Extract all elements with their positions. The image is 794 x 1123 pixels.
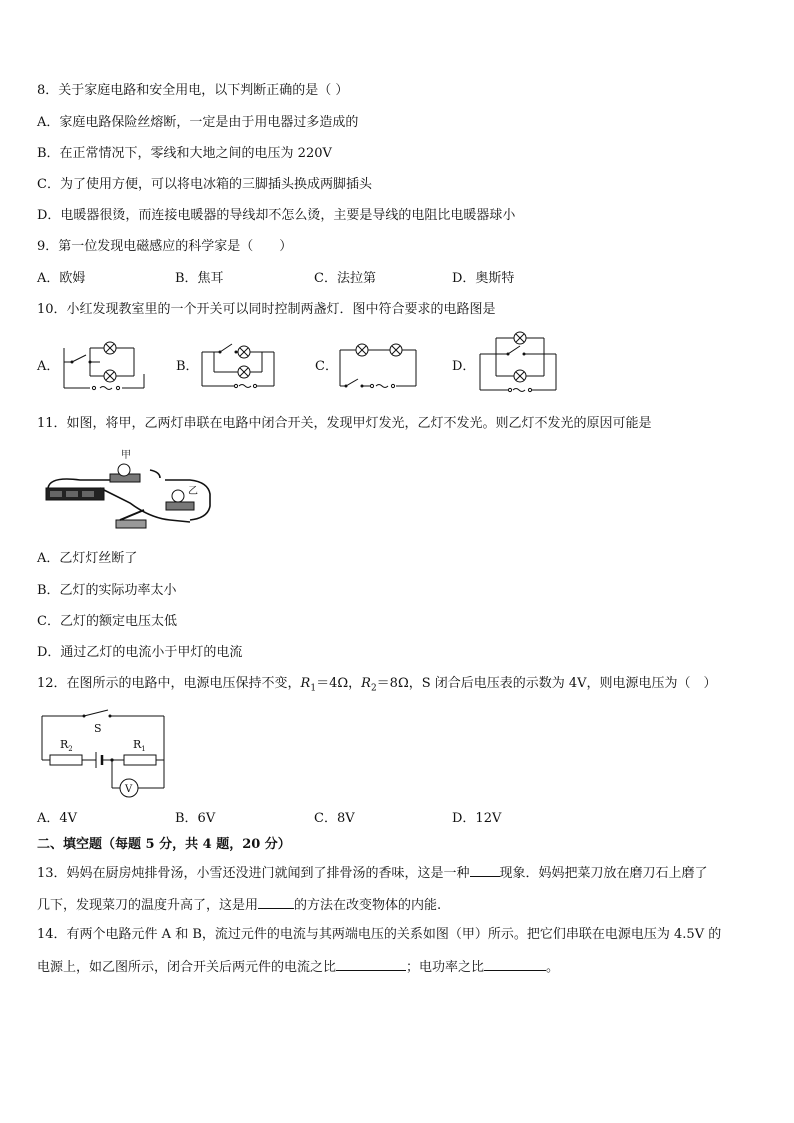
q13-blank-1[interactable] xyxy=(470,863,500,877)
q12-stem xyxy=(37,675,717,698)
q12-option-b: B．6V xyxy=(175,811,216,826)
lamp-yi-bulb xyxy=(172,490,184,502)
q10-label-a: A． xyxy=(37,359,60,374)
q12-options xyxy=(37,810,737,828)
label-s: S xyxy=(94,722,102,735)
label-r2-sub: 2 xyxy=(68,745,73,753)
q9-stem: 9．第一位发现电磁感应的科学家是（ ） xyxy=(37,239,293,254)
label-r2 xyxy=(60,738,73,753)
q8-option-a: A．家庭电路保险丝熔断，一定是由于用电器过多造成的 xyxy=(37,115,359,130)
q12-option-c: C．8V xyxy=(314,811,355,826)
q14-line2 xyxy=(37,957,559,977)
q13-line2-a: 几下，发现菜刀的温度升高了，这是用 xyxy=(37,898,259,913)
label-r2-letter: R xyxy=(60,738,69,751)
q13-line1-b: 现象．妈妈把菜刀放在磨刀石上磨了 xyxy=(499,866,708,881)
q9-option-d: D．奥斯特 xyxy=(452,271,515,286)
label-yi: 乙 xyxy=(188,486,198,497)
q12-circuit xyxy=(36,708,170,800)
q12-r1-sub: 1 xyxy=(310,683,317,694)
label-r1-letter: R xyxy=(133,738,142,751)
resistor-r1 xyxy=(124,755,156,765)
q11-option-b: B．乙灯的实际功率太小 xyxy=(37,583,177,598)
q10-circuit-c xyxy=(336,336,426,392)
q12-stem-prefix: 12．在图所示的电路中，电源电压保持不变， xyxy=(37,676,301,691)
q10-circuit-a xyxy=(60,338,150,394)
q9-option-c: C．法拉第 xyxy=(314,271,376,286)
q11-option-a: A．乙灯灯丝断了 xyxy=(37,551,138,566)
q9-option-a: A．欧姆 xyxy=(37,271,86,286)
q13-line1-a: 13．妈妈在厨房炖排骨汤，小雪还没进门就闻到了排骨汤的香味，这是一种 xyxy=(37,866,470,881)
q11-option-c: C．乙灯的额定电压太低 xyxy=(37,614,177,629)
q14-blank-1[interactable] xyxy=(336,957,406,971)
q12-option-a: A．4V xyxy=(37,811,78,826)
q8-stem: 8．关于家庭电路和安全用电，以下判断正确的是（ ） xyxy=(37,83,349,98)
q14-blank-2[interactable] xyxy=(484,957,546,971)
q12-r2-var: R xyxy=(361,676,371,691)
q9-option-b: B．焦耳 xyxy=(175,271,224,286)
q14-line2-a: 电源上，如乙图所示，闭合开关后两元件的电流之比 xyxy=(37,960,337,975)
q13-line1 xyxy=(37,863,708,883)
q13-line2 xyxy=(37,895,441,915)
label-jia: 甲 xyxy=(121,450,131,461)
q10-stem: 10．小红发现教室里的一个开关可以同时控制两盏灯．图中符合要求的电路图是 xyxy=(37,302,496,317)
knife-switch xyxy=(116,520,146,528)
q10-label-c: C． xyxy=(315,359,338,374)
section2-title: 二、填空题（每题 5 分，共 4 题，20 分） xyxy=(37,837,291,852)
q14-line2-c: 。 xyxy=(546,960,560,975)
q11-option-d: D．通过乙灯的电流小于甲灯的电流 xyxy=(37,645,243,660)
q8-option-d: D．电暖器很烫，而连接电暖器的导线却不怎么烫，主要是导线的电阻比电暖器球小 xyxy=(37,208,516,223)
lamp-yi-base xyxy=(166,502,194,510)
q13-line2-b: 的方法在改变物体的内能. xyxy=(294,898,442,913)
label-v: V xyxy=(125,784,133,795)
q8-option-b: B．在正常情况下，零线和大地之间的电压为 220V xyxy=(37,146,332,161)
lamp-jia-bulb xyxy=(118,464,130,476)
q10-label-b: B． xyxy=(176,359,199,374)
q10-label-d: D． xyxy=(452,359,476,374)
resistor-r2 xyxy=(50,755,82,765)
q14-line2-b: ；电功率之比 xyxy=(406,960,485,975)
q12-r1-value: ＝4Ω， xyxy=(316,676,362,691)
q14-line1: 14．有两个电路元件 A 和 B，流过元件的电流与其两端电压的关系如图（甲）所示。把它们串联在电源电压为 4.5V 的 xyxy=(37,927,722,942)
q12-r1-var: R xyxy=(300,676,311,691)
q12-option-d: D．12V xyxy=(452,811,502,826)
q12-r2-sub: 2 xyxy=(370,683,377,694)
q10-circuit-d xyxy=(476,326,562,396)
q9-options xyxy=(37,270,737,288)
label-r1-sub: 1 xyxy=(141,745,146,753)
q13-blank-2[interactable] xyxy=(258,895,294,909)
q11-physical-circuit xyxy=(40,448,220,540)
q11-stem: 11．如图，将甲，乙两灯串联在电路中闭合开关，发现甲灯发光，乙灯不发光。则乙灯不发光的原因可能是 xyxy=(37,416,652,431)
q12-r2-value: ＝8Ω，S 闭合后电压表的示数为 4V，则电源电压为（ ） xyxy=(376,676,717,691)
q10-circuit-b xyxy=(198,332,280,392)
label-r1 xyxy=(133,738,146,753)
q8-option-c: C．为了使用方便，可以将电冰箱的三脚插头换成两脚插头 xyxy=(37,177,372,192)
